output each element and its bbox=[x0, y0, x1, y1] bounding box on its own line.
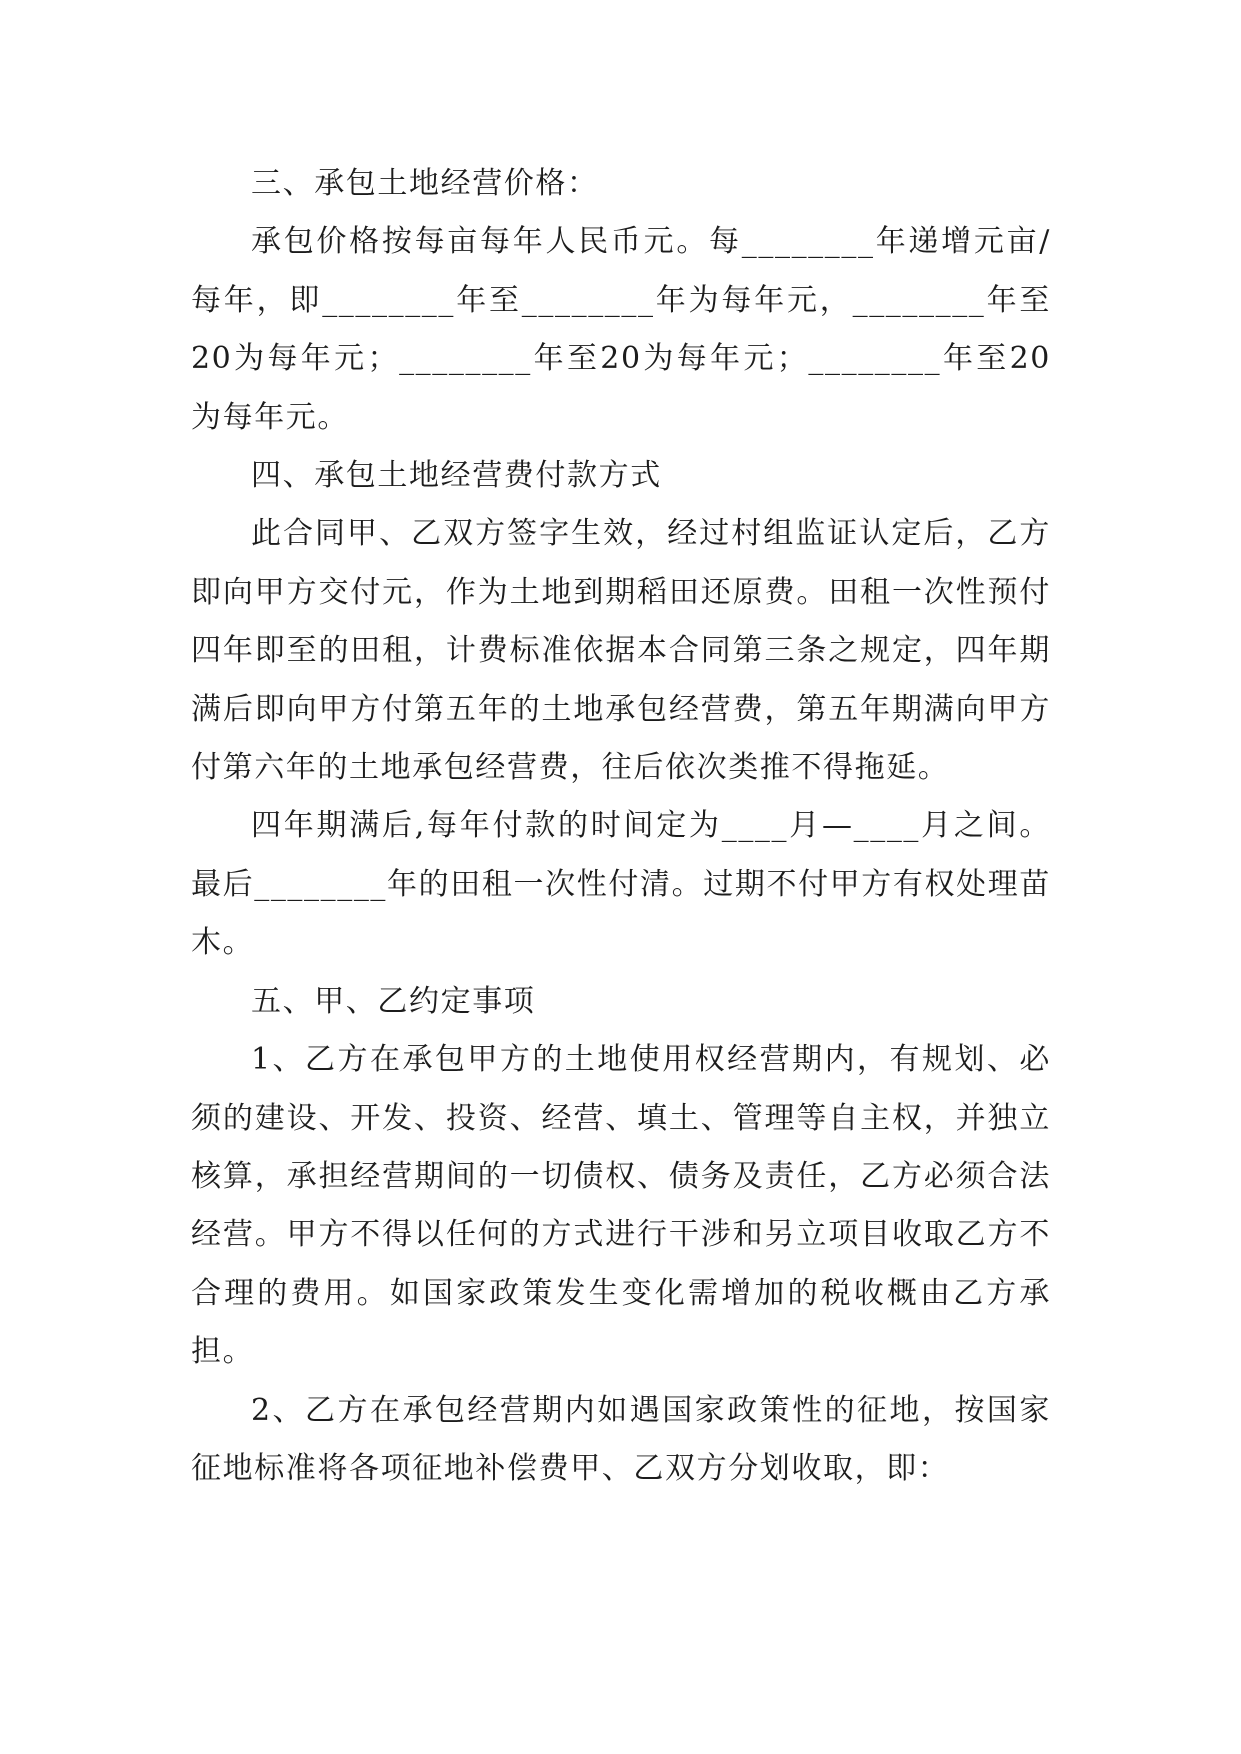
document-body bbox=[191, 155, 1051, 1498]
paragraph-payment-schedule: 四年期满后,每年付款的时间定为____月—____月之间。最后________年的田租一次性付清。过期不付甲方有权处理苗木。 bbox=[191, 808, 1051, 961]
paragraph-payment-terms: 此合同甲、乙双方签字生效，经过村组监证认定后，乙方即向甲方交付元，作为土地到期稻田还原费。田租一次性预付四年即至的田租，计费标准依据本合同第三条之规定，四年期满后即向甲方付第五年的土地承包经营费，第五年期满向甲方付第六年的土地承包经营费，往后依次类推不得拖延。 bbox=[191, 516, 1051, 786]
section-heading-payment: 四、承包土地经营费付款方式 bbox=[251, 458, 662, 494]
paragraph-price-terms: 承包价格按每亩每年人民币元。每________年递增元亩/每年，即________年至________年为每年元，________年至20为每年元；________年至20为每年元；________年至20为每年元。 bbox=[191, 224, 1051, 435]
paragraph-agreement-2: 2、乙方在承包经营期内如遇国家政策性的征地，按国家征地标准将各项征地补偿费甲、乙双方分划收取，即： bbox=[191, 1392, 1051, 1486]
section-heading-agreements: 五、甲、乙约定事项 bbox=[251, 983, 536, 1019]
section-heading-price: 三、承包土地经营价格： bbox=[251, 166, 599, 201]
paragraph-agreement-1: 1、乙方在承包甲方的土地使用权经营期内，有规划、必须的建设、开发、投资、经营、填土、管理等自主权，并独立核算，承担经营期间的一切债权、债务及责任，乙方必须合法经营。甲方不得以任何的方式进行干涉和另立项目收取乙方不合理的费用。如国家政策发生变化需增加的税收概由乙方承担。 bbox=[191, 1042, 1051, 1370]
